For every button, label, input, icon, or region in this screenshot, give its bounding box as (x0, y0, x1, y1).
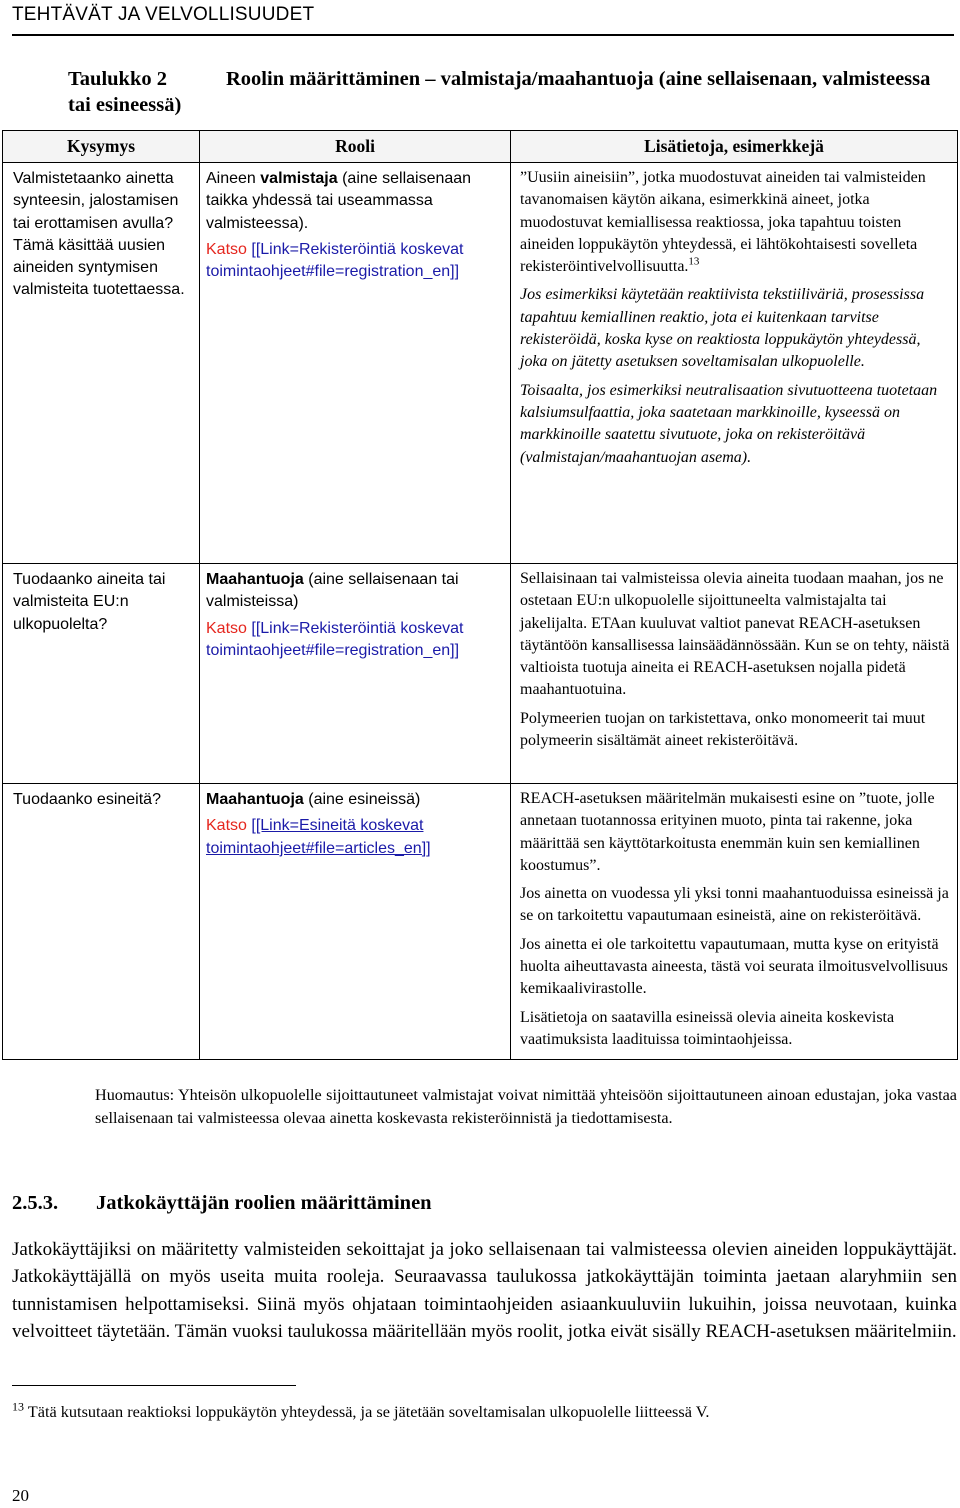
see-label: Katso (206, 817, 247, 835)
role-cell (200, 163, 511, 564)
guidance-link[interactable]: [[Link=Rekisteröintiä koskevat toimintaohjeet#file=registration_en]] (206, 619, 464, 659)
info-paragraph: Sellaisinaan tai valmisteissa olevia aineita tuodaan maahan, jos ne ostetaan EU:n ulkopuolelle sijoittuneelta valmistajalta tai jakelijalta. ETAan kuuluvat valtiot panevat REACH-asetuksen täytäntöön kansallisessa lainsäädännössään. Kun se on tehty, näistä valtioista tuotuja aineita ei REACH-asetuksen nojalla pidetä maahantuotuina. (520, 570, 950, 699)
section-number: 2.5.3. (12, 1192, 59, 1214)
info-paragraph: REACH-asetuksen määritelmän mukaisesti esine on ”tuote, jolle annetaan tuotannossa erityinen muoto, pinta tai rakenne, joka määrittää sen käyttötarkoitusta enemmän kuin sen kemiallinen koostumus”. (520, 790, 935, 874)
column-header-question: Kysymys (3, 131, 200, 163)
section-title: Jatkokäyttäjän roolien määrittäminen (96, 1192, 432, 1214)
column-header-role: Rooli (200, 131, 511, 163)
footnote-divider (12, 1385, 296, 1386)
info-paragraph: Polymeerien tuojan on tarkistettava, onko monomeerit tai muut polymeerin sisältämät aineet rekisteröitävä. (520, 709, 926, 750)
question-text: Tuodaanko esineitä? (13, 791, 161, 808)
role-prefix: Aineen (206, 170, 261, 187)
table-row-importer-articles (3, 784, 958, 1060)
role-description: (aine sellaisenaan taikka yhdessä tai useammassa valmisteessa). (206, 170, 472, 232)
guidance-reference (206, 239, 506, 284)
question-cell (3, 564, 200, 784)
footnote-number: 13 (12, 1399, 24, 1414)
role-cell (200, 784, 511, 1060)
page-number: 20 (12, 1486, 29, 1505)
table-header-row (3, 131, 958, 163)
role-name: valmistaja (260, 170, 338, 187)
info-text: ”Uusiin aineisiin”, jotka muodostuvat aineiden tai valmisteiden tavanomaisen käytön aikana, esimerkkinä aineet, jotka muodostuvat kemiallisessa reaktiossa, joka tapahtuu toisten aineiden loppukäytön yhteydessä, ei lähtökohtaisesti sovelleta rekisteröintivelvollisuutta. (520, 169, 926, 276)
see-label: Katso (206, 240, 247, 258)
info-cell (511, 564, 958, 784)
see-label: Katso (206, 619, 247, 637)
roles-table (2, 130, 958, 1060)
role-name: Maahantuoja (206, 571, 304, 588)
info-paragraph: Lisätietoja on saatavilla esineissä olevia aineita koskevista vaatimuksista laadituissa toimintaohjeissa. (520, 1008, 895, 1048)
guidance-link[interactable]: [[Link=Rekisteröintiä koskevat toimintaohjeet#file=registration_en]] (206, 240, 464, 281)
table-note: Huomautus: Yhteisön ulkopuolelle sijoittautuneet valmistajat voivat nimittää yhteisöön sijoittautuneen ainoan edustajan, joka vastaa sellaisenaan tai valmisteessa olevaa ainetta koskevasta rekisteröinnistä ja tiedottamisesta. (95, 1086, 957, 1127)
info-paragraph (520, 167, 951, 278)
role-text (206, 168, 506, 235)
role-cell (200, 564, 511, 784)
table-row-importer-substances (3, 564, 958, 784)
table-caption (68, 66, 938, 118)
info-cell (511, 784, 958, 1060)
running-header: TEHTÄVÄT JA VELVOLLISUUDET (12, 4, 315, 25)
info-paragraph: Jos ainetta ei ole tarkoitettu vapautumaan, mutta kyse on erityistä huolta aiheuttavasta aineesta, tästä voi seurata ilmoitusvelvollisuus kemikaalivirastolle. (520, 935, 948, 998)
info-paragraph: Jos ainetta on vuodessa yli yksi tonni maahantuoduissa esineissä ja se on tarkoitettu vapautumaan esineistä, aine on rekisteröitävä. (520, 885, 949, 925)
question-cell (3, 784, 200, 1060)
column-header-info: Lisätietoja, esimerkkejä (511, 131, 958, 163)
role-text (206, 789, 506, 811)
guidance-reference (206, 618, 506, 663)
guidance-reference (206, 815, 506, 860)
role-description: (aine sellaisenaan tai valmisteissa) (206, 571, 459, 611)
question-text: Valmistetaanko ainetta synteesin, jalostamisen tai erottamisen avulla? Tämä käsittää uusien aineiden syntymisen valmisteita tuotettaessa. (13, 170, 185, 299)
table-row-manufacturer (3, 163, 958, 564)
info-example: Jos esimerkiksi käytetään reaktiivista tekstiiliväriä, prosessissa tapahtuu kemiallinen reaktio, jota ei kuitenkaan tarvitse rekisteröidä, koska kyse on reaktiosta loppukäytön yhteydessä, joka on jätetty asetuksen soveltamisalan ulkopuolelle. (520, 286, 925, 371)
guidance-link[interactable]: [[Link=Esineitä koskevat toimintaohjeet#file=articles_en]] (206, 817, 431, 857)
question-cell (3, 163, 200, 564)
info-example: Toisaalta, jos esimerkiksi neutralisaation sivutuotteena tuotetaan kalsiumsulfaattia, joka saatetaan markkinoille, kyseessä on markkinoille saatettu sivutuote, joka on rekisteröitävä (valmistajan/maahantuojan asema). (520, 381, 938, 466)
section-heading (12, 1192, 432, 1215)
footnote-text: Tätä kutsutaan reaktioksi loppukäytön yhteydessä, ja se jätetään soveltamisalan ulkopuolelle liitteessä V. (27, 1402, 710, 1421)
table-number: Taulukko 2 (68, 68, 167, 90)
role-name: Maahantuoja (206, 791, 304, 808)
question-text: Tuodaanko aineita tai valmisteita EU:n ulkopuolelta? (13, 571, 166, 633)
body-paragraph: Jatkokäyttäjiksi on määritetty valmisteiden sekoittajat ja joko sellaisenaan tai valmisteessa olevien aineiden loppukäyttäjät. Jatkokäyttäjällä on myös useita muita rooleja. Seuraavassa taulukossa jatkokäyttäjän toiminta jaetaan alaryhmiin sen tunnistamisen helpottamiseksi. Siinä myös ohjataan toimintaohjeiden asiaankuuluviin lukuihin, joissa neuvotaan, kuinka velvoitteet täytetään. Tämän vuoksi taulukossa määritellään myös roolit, jotka eivät sisälly REACH-asetuksen määritelmiin. (12, 1239, 957, 1342)
role-text (206, 569, 506, 614)
footnote-ref[interactable]: 13 (688, 255, 700, 268)
info-cell (511, 163, 958, 564)
header-divider (12, 34, 954, 36)
table-title: Roolin määrittäminen – valmistaja/maahantuoja (aine sellaisenaan, valmisteessa tai esineessä) (68, 68, 931, 116)
role-description: (aine esineissä) (303, 791, 421, 808)
footnote (12, 1399, 710, 1422)
